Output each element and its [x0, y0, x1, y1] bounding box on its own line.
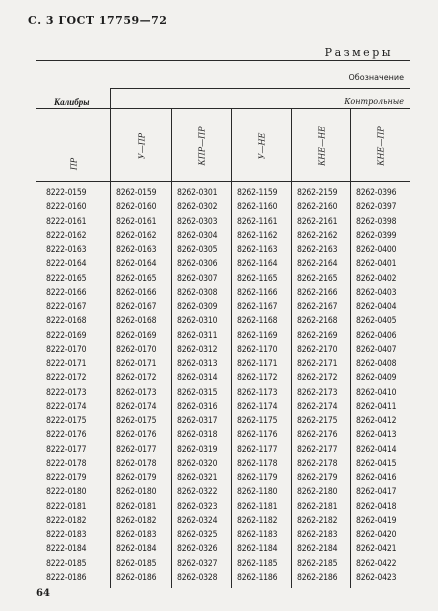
- table-cell: 8262-2164: [297, 259, 338, 270]
- table-cell: 8262-0166: [116, 287, 157, 298]
- table-cell: 8262-1163: [237, 245, 278, 255]
- table-cell: 8222-0167: [46, 302, 87, 312]
- table-cell: 8262-0309: [177, 302, 218, 312]
- table-cell: 8262-1177: [237, 444, 278, 455]
- table-cell: 8262-0416: [356, 473, 397, 483]
- table-cell: 8262-0172: [116, 373, 157, 384]
- column-divider: [350, 108, 351, 588]
- column-header: У—ПР: [137, 132, 146, 160]
- table-cell: 8262-1168: [237, 316, 278, 327]
- table-cell: 8262-0163: [116, 245, 157, 255]
- section-title: Размеры: [324, 46, 393, 59]
- table-cell: 8262-0183: [116, 530, 157, 540]
- table-cell: 8262-0303: [177, 216, 218, 227]
- table-cell: 8262-2174: [297, 401, 338, 412]
- table-cell: 8262-2184: [297, 544, 338, 555]
- table-cell: 8262-2178: [297, 458, 338, 469]
- table-cell: 8262-0420: [356, 530, 397, 540]
- table-cell: 8222-0174: [46, 401, 87, 412]
- table-cell: 8262-0171: [116, 359, 157, 369]
- table-cell: 8262-0407: [356, 344, 397, 355]
- table-cell: 8262-2181: [297, 501, 338, 512]
- table-cell: 8222-0159: [46, 188, 87, 198]
- table-cell: 8262-0401: [356, 259, 397, 270]
- table-cell: 8262-0302: [177, 202, 218, 213]
- table-cell: 8222-0163: [46, 245, 87, 255]
- table-cell: 8262-0307: [177, 273, 218, 284]
- table-cell: 8222-0160: [46, 202, 87, 213]
- table-cell: 8262-0161: [116, 216, 157, 227]
- table-cell: 8262-0310: [177, 316, 218, 327]
- column-divider: [291, 108, 292, 588]
- table-cell: 8222-0171: [46, 359, 87, 369]
- table-cell: 8262-0412: [356, 416, 397, 426]
- table-cell: 8262-0316: [177, 401, 218, 412]
- table-cell: 8262-2162: [297, 230, 338, 241]
- column-header: У—НЕ: [257, 132, 267, 160]
- table-cell: 8262-2160: [297, 202, 338, 213]
- table-cell: 8262-2169: [297, 330, 338, 341]
- table-cell: 8262-0178: [116, 458, 157, 469]
- table-cell: 8262-0181: [116, 501, 157, 512]
- running-header: [28, 14, 167, 27]
- table-cell: 8262-0397: [356, 202, 397, 213]
- table-cell: 8262-0165: [116, 273, 157, 284]
- table-cell: 8262-0159: [116, 188, 157, 198]
- table-cell: 8262-0410: [356, 387, 397, 398]
- column-header: ПР: [69, 157, 79, 171]
- page-number: 64: [36, 588, 50, 599]
- table-cell: 8262-0318: [177, 430, 218, 441]
- table-cell: 8222-0162: [46, 230, 87, 241]
- table-cell: 8262-2183: [297, 530, 338, 540]
- table-cell: 8262-1174: [237, 401, 278, 412]
- table-cell: 8222-0183: [46, 530, 87, 540]
- table-cell: 8262-1173: [237, 387, 278, 398]
- table-cell: 8262-1171: [237, 359, 278, 369]
- table-cell: 8222-0178: [46, 458, 87, 469]
- column-divider: [110, 88, 111, 588]
- table-cell: 8262-0411: [356, 401, 397, 412]
- table-cell: 8262-0174: [116, 401, 157, 412]
- table-cell: 8262-0177: [116, 444, 157, 455]
- table-cell: 8262-1162: [237, 230, 278, 241]
- table-cell: 8262-2171: [297, 359, 338, 369]
- table-cell: 8262-0399: [356, 230, 397, 241]
- table-cell: 8262-1164: [237, 259, 278, 270]
- column-header: КНЕ—НЕ: [317, 126, 326, 166]
- table-cell: 8262-1185: [237, 558, 278, 569]
- table-cell: 8262-0185: [116, 558, 157, 569]
- group-header: Обозначение: [348, 73, 404, 82]
- table-cell: 8262-0417: [356, 487, 397, 498]
- table-cell: 8262-0422: [356, 558, 397, 569]
- table-cell: 8262-0418: [356, 501, 397, 512]
- control-label: Контрольные: [344, 97, 404, 106]
- table-cell: 8262-0179: [116, 473, 157, 483]
- table-cell: 8262-0324: [177, 515, 218, 526]
- table-cell: 8262-1186: [237, 572, 278, 583]
- table-cell: 8222-0181: [46, 501, 87, 512]
- table-cell: 8222-0182: [46, 515, 87, 526]
- table-cell: 8262-1181: [237, 501, 278, 512]
- table-cell: 8262-1166: [237, 287, 278, 298]
- column-divider: [231, 108, 232, 588]
- table-cell: 8262-1175: [237, 416, 278, 426]
- group-header-rule: [110, 88, 410, 89]
- table-cell: 8262-2167: [297, 302, 338, 312]
- table-cell: 8222-0179: [46, 473, 87, 483]
- page-prefix: С. 3: [28, 14, 55, 27]
- table-cell: 8262-0306: [177, 259, 218, 270]
- table-cell: 8262-0406: [356, 330, 397, 341]
- table-cell: 8262-2173: [297, 387, 338, 398]
- table-cell: 8262-2182: [297, 515, 338, 526]
- table-cell: 8262-1180: [237, 487, 278, 498]
- table-cell: 8262-0323: [177, 501, 218, 512]
- table-cell: 8222-0173: [46, 387, 87, 398]
- table-cell: 8262-0321: [177, 473, 218, 483]
- table-cell: 8262-2168: [297, 316, 338, 327]
- table-cell: 8262-0405: [356, 316, 397, 327]
- table-cell: 8262-1179: [237, 473, 278, 483]
- table-cell: 8262-1184: [237, 544, 278, 555]
- table-cell: 8222-0164: [46, 259, 87, 270]
- table-cell: 8262-1178: [237, 458, 278, 469]
- table-cell: 8262-2177: [297, 444, 338, 455]
- table-cell: 8262-0180: [116, 487, 157, 498]
- table-cell: 8262-0326: [177, 544, 218, 555]
- table-cell: 8262-0311: [177, 330, 218, 341]
- header-bottom-rule: [36, 181, 410, 182]
- table-cell: 8262-0175: [116, 416, 157, 426]
- table-cell: 8262-2175: [297, 416, 338, 426]
- subheader-rule: [36, 108, 410, 109]
- table-cell: 8262-2172: [297, 373, 338, 384]
- column-divider: [171, 108, 172, 588]
- table-cell: 8222-0180: [46, 487, 87, 498]
- table-cell: 8262-0413: [356, 430, 397, 441]
- table-cell: 8262-0419: [356, 515, 397, 526]
- table-cell: 8222-0185: [46, 558, 87, 569]
- table-top-rule: [36, 60, 410, 61]
- table-cell: 8262-0160: [116, 202, 157, 213]
- table-cell: 8262-0315: [177, 387, 218, 398]
- table-cell: 8222-0175: [46, 416, 87, 426]
- table-cell: 8262-2176: [297, 430, 338, 441]
- table-cell: 8262-1172: [237, 373, 278, 384]
- table-cell: 8262-0182: [116, 515, 157, 526]
- table-cell: 8262-0312: [177, 344, 218, 355]
- table-cell: 8262-1160: [237, 202, 278, 213]
- table-cell: 8262-0322: [177, 487, 218, 498]
- table-cell: 8262-1167: [237, 302, 278, 312]
- table-cell: 8262-1165: [237, 273, 278, 284]
- table-cell: 8262-0184: [116, 544, 157, 555]
- table-cell: 8222-0172: [46, 373, 87, 384]
- table-cell: 8262-0408: [356, 359, 397, 369]
- table-cell: 8262-0301: [177, 188, 218, 198]
- table-cell: 8262-0409: [356, 373, 397, 384]
- table-cell: 8262-0320: [177, 458, 218, 469]
- table-cell: 8222-0165: [46, 273, 87, 284]
- table-cell: 8262-0415: [356, 458, 397, 469]
- table-cell: 8262-1159: [237, 188, 278, 198]
- table-cell: 8262-0421: [356, 544, 397, 555]
- table-cell: 8262-0308: [177, 287, 218, 298]
- table-cell: 8262-0319: [177, 444, 218, 455]
- table-cell: 8262-0317: [177, 416, 218, 426]
- table-cell: 8262-0398: [356, 216, 397, 227]
- table-cell: 8262-1161: [237, 216, 278, 227]
- table-cell: 8262-2159: [297, 188, 338, 198]
- table-cell: 8262-1182: [237, 515, 278, 526]
- table-cell: 8262-0169: [116, 330, 157, 341]
- table-cell: 8262-2163: [297, 245, 338, 255]
- table-cell: 8262-0402: [356, 273, 397, 284]
- table-cell: 8262-0414: [356, 444, 397, 455]
- column-header: КПР—ПР: [197, 126, 207, 166]
- table-cell: 8262-0404: [356, 302, 397, 312]
- table-cell: 8262-2179: [297, 473, 338, 483]
- table-cell: 8262-1176: [237, 430, 278, 441]
- table-cell: 8262-0167: [116, 302, 157, 312]
- table-cell: 8262-0396: [356, 188, 397, 198]
- table-cell: 8262-2166: [297, 287, 338, 298]
- column-header: КНЕ—ПР: [376, 126, 386, 166]
- table-cell: 8222-0186: [46, 572, 87, 583]
- table-cell: 8262-0186: [116, 572, 157, 583]
- table-cell: 8262-1183: [237, 530, 278, 540]
- table-cell: 8222-0184: [46, 544, 87, 555]
- table-cell: 8262-0162: [116, 230, 157, 241]
- table-cell: 8262-0328: [177, 572, 218, 583]
- table-cell: 8262-2161: [297, 216, 338, 227]
- table-cell: 8262-0314: [177, 373, 218, 384]
- table-cell: 8222-0166: [46, 287, 87, 298]
- table-cell: 8262-0176: [116, 430, 157, 441]
- table-cell: 8262-0173: [116, 387, 157, 398]
- table-cell: 8262-0400: [356, 245, 397, 255]
- table-cell: 8222-0169: [46, 330, 87, 341]
- table-cell: 8262-2170: [297, 344, 338, 355]
- standard-title: ГОСТ 17759—72: [58, 14, 168, 27]
- table-cell: 8222-0177: [46, 444, 87, 455]
- table-cell: 8262-0170: [116, 344, 157, 355]
- calibers-label: Калибры: [54, 97, 90, 107]
- table-cell: 8262-0168: [116, 316, 157, 327]
- table-cell: 8262-2180: [297, 487, 338, 498]
- table-cell: 8262-0305: [177, 245, 218, 255]
- table-cell: 8222-0170: [46, 344, 87, 355]
- table-cell: 8222-0168: [46, 316, 87, 327]
- table-cell: 8262-0164: [116, 259, 157, 270]
- table-cell: 8262-0304: [177, 230, 218, 241]
- table-cell: 8262-2165: [297, 273, 338, 284]
- table-cell: 8262-0327: [177, 558, 218, 569]
- table-cell: 8262-0313: [177, 359, 218, 369]
- table-cell: 8262-0325: [177, 530, 218, 540]
- table-cell: 8262-2186: [297, 572, 338, 583]
- table-cell: 8262-2185: [297, 558, 338, 569]
- table-cell: 8262-1169: [237, 330, 278, 341]
- table-cell: 8262-0423: [356, 572, 397, 583]
- table-cell: 8222-0176: [46, 430, 87, 441]
- table-cell: 8222-0161: [46, 216, 87, 227]
- table-cell: 8262-0403: [356, 287, 397, 298]
- table-cell: 8262-1170: [237, 344, 278, 355]
